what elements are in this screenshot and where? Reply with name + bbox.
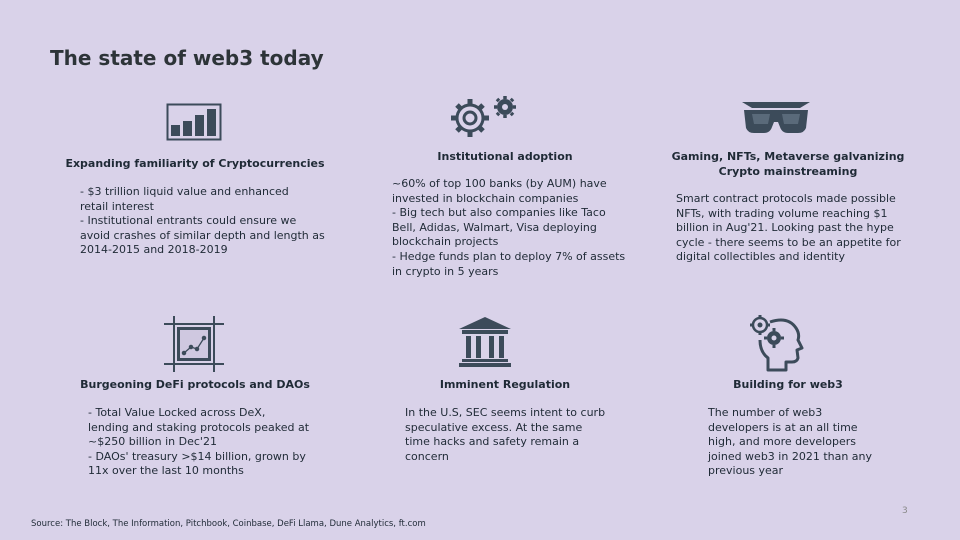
body-line: - Institutional entrants could ensure we — [80, 214, 297, 228]
body-line: ~60% of top 100 banks (by AUM) have — [392, 177, 607, 190]
body-line: in crypto in 5 years — [392, 264, 499, 278]
card-body-regulation — [405, 406, 605, 464]
bar-chart-icon — [166, 103, 222, 141]
body-line: blockchain projects — [392, 235, 499, 249]
head-gears-icon — [748, 314, 804, 372]
body-line: billion in Aug'21. Looking past the hype — [676, 221, 894, 235]
body-line: Smart contract protocols made possible — [676, 192, 896, 205]
government-building-icon — [458, 316, 512, 368]
body-line: speculative excess. At the same — [405, 420, 583, 434]
body-line: - $3 trillion liquid value and enhanced — [80, 185, 289, 198]
card-heading-institutional: Institutional adoption — [437, 150, 573, 163]
body-line: joined web3 in 2021 than any — [708, 449, 873, 463]
body-line: high, and more developers — [708, 435, 856, 449]
card-heading-regulation: Imminent Regulation — [439, 378, 571, 391]
card-heading-gaming — [660, 149, 916, 179]
page-title: The state of web3 today — [50, 46, 324, 70]
body-line: cycle - there seems to be an appetite for — [676, 235, 901, 249]
card-body-building — [708, 406, 872, 479]
body-line: The number of web3 — [708, 406, 823, 419]
card-body-defi — [88, 406, 309, 479]
body-line: 2014-2015 and 2018-2019 — [80, 243, 228, 257]
body-line: - Big tech but also companies like Taco — [392, 206, 606, 220]
card-heading-defi: Burgeoning DeFi protocols and DAOs — [80, 378, 310, 391]
body-line: NFTs, with trading volume reaching $1 — [676, 206, 888, 220]
heading-line: Gaming, NFTs, Metaverse galvanizing — [671, 150, 905, 163]
body-line: invested in blockchain companies — [392, 191, 579, 205]
body-line: In the U.S, SEC seems intent to curb — [405, 406, 606, 419]
page-number: 3 — [902, 506, 908, 516]
card-heading-cryptocurrencies: Expanding familiarity of Cryptocurrencies — [65, 157, 325, 170]
body-line: - Hedge funds plan to deploy 7% of assets — [392, 249, 626, 263]
network-frame-icon — [164, 316, 224, 372]
source-note: Source: The Block, The Information, Pitchbook, Coinbase, DeFi Llama, Dune Analytics, ft.com — [31, 519, 426, 529]
card-body-institutional — [392, 177, 625, 279]
body-line: avoid crashes of similar depth and length as — [80, 228, 325, 242]
body-line: 11x over the last 10 months — [88, 464, 244, 478]
body-line: digital collectibles and identity — [676, 250, 845, 264]
body-line: time hacks and safety remain a — [405, 435, 580, 449]
card-heading-building: Building for web3 — [733, 378, 843, 391]
body-line: retail interest — [80, 199, 154, 213]
body-line: previous year — [708, 464, 784, 478]
body-line: - Total Value Locked across DeX, — [88, 406, 266, 419]
card-body-cryptocurrencies — [80, 185, 325, 258]
body-line: - DAOs' treasury >$14 billion, grown by — [88, 449, 306, 463]
body-line: developers is at an all time — [708, 420, 858, 434]
heading-line: Crypto mainstreaming — [718, 165, 858, 178]
body-line: ~$250 billion in Dec'21 — [88, 435, 217, 449]
gears-icon — [450, 96, 520, 138]
card-body-gaming — [676, 192, 901, 265]
vr-glasses-icon — [740, 100, 812, 136]
body-line: lending and staking protocols peaked at — [88, 420, 310, 434]
body-line: Bell, Adidas, Walmart, Visa deploying — [392, 220, 597, 234]
body-line: concern — [405, 449, 449, 463]
